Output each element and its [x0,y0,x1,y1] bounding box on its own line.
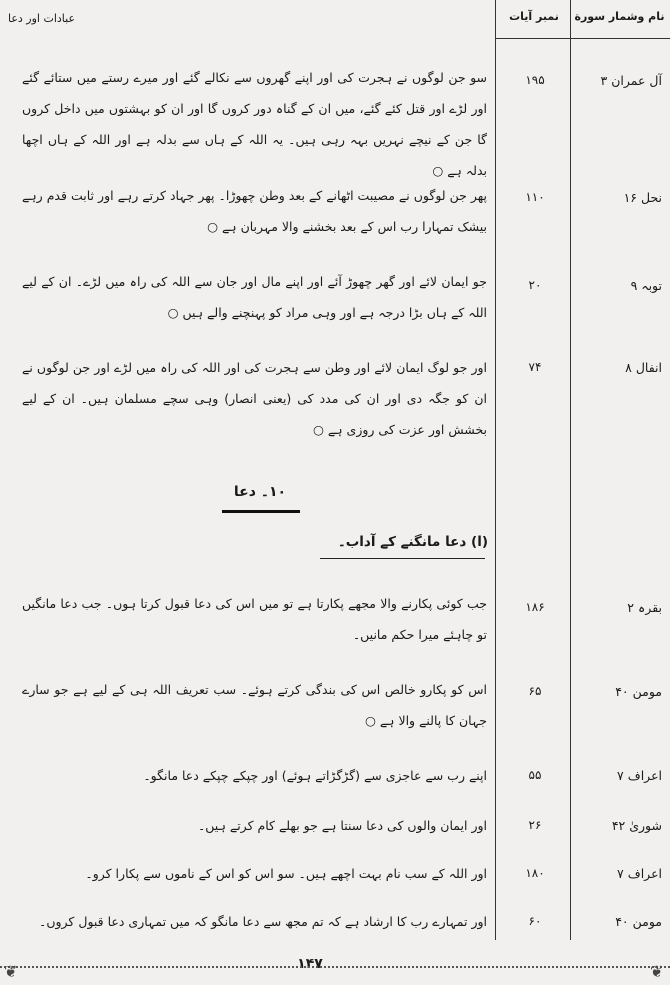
section-heading-underline [222,510,300,513]
book-title: عبادات اور دعا [8,12,76,25]
surah-cell: مومن ۴۰ [615,914,662,929]
ayat-cell: ۱۸۶ [525,600,545,614]
ayat-cell: ۶۰ [528,914,542,928]
verse-text: اور ایمان والوں کی دعا سنتا ہے جو بھلے کام کرتے ہیں۔ [197,818,487,833]
subsection-underline [320,558,485,559]
verse-text: سو جن لوگوں نے ہجرت کی اور اپنے گھروں سے نکالے گئے اور میرے رستے میں ستائے گئے اور لڑے اور قتل کئے گئے، میں ان کے گناہ دور کروں گا اور ان کو بہشتوں میں داخل کروں گا جن کے نیچے نہریں بہہ رہی ہیں۔ یہ اللہ کے ہاں سے بدلہ ہے اور اللہ کے ہاں اچھا بدلہ ہے ○ [22,70,487,178]
section-heading: ۱۰۔ دعا [233,484,287,500]
surah-cell: شوریٰ ۴۲ [611,818,662,833]
ayat-cell: ۷۴ [528,360,542,374]
verse-text: جو ایمان لائے اور گھر چھوڑ آئے اور اپنے مال اور جان سے اللہ کی راہ میں لڑے۔ ان کے لیے اللہ کے ہاں بڑا درجہ ہے اور وہی مراد کو پہنچنے والے ہیں ○ [22,274,487,320]
surah-cell: نحل ۱۶ [623,190,662,205]
ayat-cell: ۲۰ [528,278,542,292]
subsection-heading: (ا) دعا مانگنے کے آداب۔ [337,534,488,550]
surah-cell: اعراف ۷ [617,768,662,783]
verse-text: اور جو لوگ ایمان لائے اور وطن سے ہجرت کی اور اللہ کی راہ میں لڑے اور جن لوگوں نے ان کو جگہ دی اور ان کی مدد کی (یعنی انصار) وہی سچے مسلمان ہیں۔ ان کے لیے بخشش اور عزت کی روزی ہے ○ [22,360,487,437]
corner-ornament-icon: ❦ [650,962,664,981]
column-divider-left [495,0,496,940]
ayat-cell: ۲۶ [528,818,542,832]
column-divider-middle [570,0,571,940]
corner-ornament-icon: ❦ [4,962,18,981]
verse-text: اور تمہارے رب کا ارشاد ہے کہ تم مجھ سے دعا مانگو کہ میں تمہاری دعا قبول کروں۔ [39,914,487,929]
column-header-verses: نمبر آیات [509,10,559,23]
ayat-cell: ۱۱۰ [525,190,545,204]
ayat-cell: ۱۸۰ [525,866,545,880]
verse-text: جب کوئی پکارنے والا مجھے پکارتا ہے تو میں اس کی دعا قبول کرتا ہوں۔ جب دعا مانگیں تو چاہئے میرا حکم مانیں۔ [22,596,487,642]
verse-text: اور اللہ کے سب نام بہت اچھے ہیں۔ سو اس کو اس کے ناموں سے پکارا کرو۔ [85,866,487,881]
footer-ornament-border [0,966,670,968]
surah-cell: آل عمران ۳ [600,73,662,88]
verse-text: اس کو پکارو خالص اس کی بندگی کرتے ہوئے۔ سب تعریف اللہ ہی کے لیے ہے جو سارے جہان کا پالنے والا ہے ○ [22,682,487,728]
surah-cell: انفال ۸ [625,360,662,375]
column-header-surah: نام وشمار سورة [574,10,665,23]
header-rule [495,38,670,39]
surah-cell: بقرہ ۲ [627,600,662,615]
page-number: ۱۴۷ [297,956,323,972]
surah-cell: توبہ ۹ [630,278,662,293]
verse-text: اپنے رب سے عاجزی سے (گڑگڑاتے ہوئے) اور چپکے چپکے دعا مانگو۔ [143,768,487,783]
verse-text: پھر جن لوگوں نے مصیبت اٹھانے کے بعد وطن چھوڑا۔ پھر جہاد کرتے رہے اور ثابت قدم رہے بیشک تمہارا رب اس کے بعد بخشنے والا مہربان ہے ○ [22,188,487,234]
ayat-cell: ۶۵ [528,684,542,698]
ayat-cell: ۵۵ [528,768,542,782]
surah-cell: اعراف ۷ [617,866,662,881]
ayat-cell: ۱۹۵ [525,73,545,87]
surah-cell: مومن ۴۰ [615,684,662,699]
